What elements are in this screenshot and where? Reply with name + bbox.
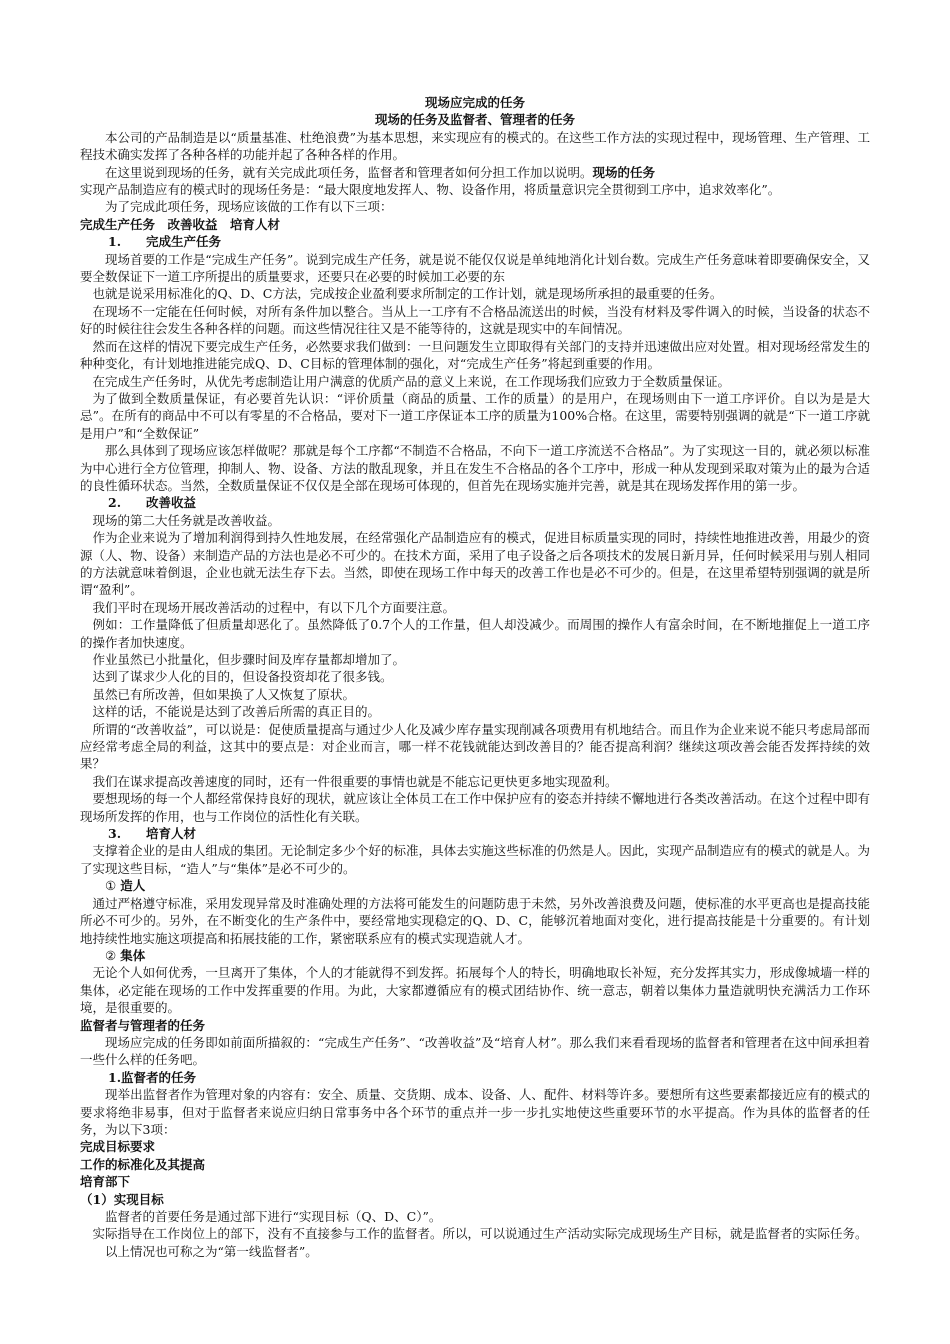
doc-title: 现场应完成的任务 (424, 95, 525, 110)
paragraph: 实际指导在工作岗位上的部下，没有不直接参与工作的监督者。所以，可以说通过生产活动实际完成现场生产目标，就是监督者的实际任务。 (92, 1226, 868, 1242)
paragraph: 无论个人如何优秀，一旦离开了集体，个人的才能就得不到发挥。拓展每个人的特长，明确地取长补短，充分发挥其实力，形成像城墙一样的集体，必定能在现场的工作中发挥重要的作用。为此，大家都遵循应有的模式团结协作、统一意志，朝着以集体力量造就明快充满活力工作环境，是很重要的。 (80, 965, 870, 1016)
section-heading-inline: 现场的任务 (592, 164, 656, 180)
paragraph: 这样的话，不能说是达到了改善后所需的真正目的。 (92, 704, 381, 720)
subheading-zaoren: ① 造人 (105, 878, 146, 894)
paragraph: 实现产品制造应有的模式时的现场任务是：“最大限度地发挥人、物、设备作用，将质量意识完全贯彻到工序中，追求效率化”。 (80, 182, 781, 198)
paragraph: 虽然已有所改善，但如果换了人又恢复了原状。 (92, 686, 356, 702)
paragraph: 在完成生产任务时，从优先考虑制造让用户满意的优质产品的意义上来说，在工作现场我们应致力于全数质量保证。 (92, 373, 731, 389)
paragraph: 也就是说采用标准化的Q、D、C方法，完成按企业盈利要求所制定的工作计划，就是现场所承担的最重要的任务。 (92, 286, 723, 302)
paragraph: 在现场不一定能在任何时候，对所有条件加以整合。当从上一工序有不合格品流送出的时候，当没有材料及零件调入的时候，当设备的状态不好的时候往往会发生各种各样的问题。而这些情况往往又是不能等待的，这就是现实中的车间情况。 (80, 303, 870, 337)
paragraph: 现场首要的工作是“完成生产任务”。说到完成生产任务，就是说不能仅仅说是单纯地消化计划台数。完成生产任务意味着即要确保安全，又要全数保证下一道工序所提出的质量要求，还要只在必要的时候加工必要的东 (80, 251, 870, 285)
paragraph: 监督者的首要任务是通过部下进行“实现目标（Q、D、C）”。 (105, 1209, 442, 1224)
list-item: 完成目标要求 (80, 1139, 156, 1155)
paragraph: 现场的第二大任务就是改善收益。 (92, 512, 281, 528)
paragraph: 我们在谋求提高改善速度的同时，还有一件很重要的事情也就是不能忘记更快更多地实现盈利。 (92, 773, 618, 789)
paragraph: 现举出监督者作为管理对象的内容有：安全、质量、交货期、成本、设备、人、配件、材料等许多。要想所有这些要素都接近应有的模式的要求将绝非易事，但对于监督者来说应归纳日常事务中各个环节的重点并一步一步扎实地使这些重要环节的水平提高。作为具体的监督者的任务，为以下3项： (80, 1087, 870, 1137)
paragraph: 达到了谋求少人化的目的，但设备投资却花了很多钱。 (92, 669, 393, 685)
section-heading-3: 3. 培育人材 (108, 826, 197, 842)
section-heading-supervisor-manager: 监督者与管理者的任务 (80, 1017, 206, 1033)
paragraph: 要想现场的每一个人都经常保持良好的现状，就应该让全体员工在工作中保护应有的姿态并持续不懈地进行各类改善活动。在这个过程中即有现场所发挥的作用，也与工作岗位的活性化有关联。 (80, 791, 870, 824)
section-heading-1: 1. 完成生产任务 (108, 234, 222, 250)
paragraph: 现场应完成的任务即如前面所描叙的：“完成生产任务”、“改善收益”及“培育人材”。那么我们来看看现场的监督者和管理者在这中间承担着一些什么样的任务吧。 (80, 1034, 870, 1068)
paragraph: 为了完成此项任务，现场应该做的工作有以下三项： (105, 199, 393, 215)
paragraph: 通过严格遵守标准，采用发现异常及时准确处理的方法将可能发生的问题防患于未然，另外改善浪费及问题，使标准的水平更高也是提高技能所必不可少的。另外，在不断变化的生产条件中，要经常地实现稳定的Q、D、C，能够沉着地面对变化，进行提高技能是十分重要的。有计划地持续性地实施这项提高和拓展技能的工作，紧密联系应有的模式实现造就人才。 (80, 895, 870, 946)
document-page (80, 94, 870, 1260)
paragraph: 例如：工作量降低了但质量却恶化了。虽然降低了0.7个人的工作量，但人却没减少。而周围的操作人有富余时间，在不断地摧促上一道工序的操作者加快速度。 (80, 617, 870, 650)
paragraph: 所谓的“改善收益”，可以说是：促使质量提高与通过少人化及减少库存量实现削减各项费用有机地结合。而且作为企业来说不能只考虑局部而应经常考虑全局的利益，这其中的要点是：对企业而言，哪一样不花钱就能达到改善目的？能否提高利润？继续这项改善会能否发挥持续的效果？ (80, 721, 870, 772)
section-heading-2: 2. 改善收益 (108, 495, 197, 511)
paragraph: 本公司的产品制造是以“质量基准、杜绝浪费”为基本思想，来实现应有的模式的。在这些工作方法的实现过程中，现场管理、生产管理、工程技术确实发挥了各种各样的功能并起了各种各样的作用。 (80, 129, 870, 163)
three-tasks-line: 完成生产任务 改善收益 培育人材 (80, 216, 281, 232)
paragraph: 在这里说到现场的任务，就有关完成此项任务，监督者和管理者如何分担工作加以说明。现场的任务 (105, 164, 656, 180)
paragraph: 以上情况也可称之为“第一线监督者”。 (105, 1243, 318, 1259)
paragraph: 支撑着企业的是由人组成的集团。无论制定多少个好的标准，具体去实施这些标准的仍然是人。因此，实现产品制造应有的模式的就是人。为了实现这些目标，“造人”与“集体”是必不可少的。 (80, 843, 870, 876)
subheading-jiti: ② 集体 (105, 947, 146, 963)
list-item: 工作的标准化及其提高 (80, 1156, 206, 1172)
subheading-goal: （1）实现目标 (80, 1191, 164, 1207)
paragraph: 为了做到全数质量保证，有必要首先认识：“评价质量（商品的质量、工作的质量）的是用户，在现场则由下一道工序评价。自以为是是大忌”。在所有的商品中不可以有零星的不合格品，要对下一道工序保证本工序的质量为100%合格。在这里，需要特别强调的就是“下一道工序就是用户”和“全数保证” (80, 390, 870, 441)
paragraph: 作为企业来说为了增加利润得到持久性地发展，在经常强化产品制造应有的模式，促进目标质量实现的同时，持续性地推进改善，用最少的资源（人、物、设备）来制造产品的方法也是必不可少的。在技术方面，采用了电子设备之后各项技术的发展日新月异，任何时候采用与别人相同的方法就意味着倒退，企业也就无法生存下去。当然，即使在现场工作中每天的改善工作也是必不可少的。但是，在这里希望特别强调的就是所谓“盈利”。 (80, 530, 870, 598)
doc-subtitle: 现场的任务及监督者、管理者的任务 (374, 112, 575, 128)
list-item: 培育部下 (80, 1174, 131, 1190)
paragraph: 那么具体到了现场应该怎样做呢？那就是每个工序都“不制造不合格品，不向下一道工序流送不合格品”。为了实现这一目的，就必须以标准为中心进行全方位管理，抑制人、物、设备、方法的散乱现象，并且在发生不合格品的各个工序中，形成一种从发现到采取对策为止的最为合适的良性循环状态。当然，全数质量保证不仅仅是全部在现场可体现的，但首先在现场实施并完善，就是其在现场发挥作用的第一步。 (80, 443, 870, 493)
paragraph: 作业虽然已小批量化，但步骤时间及库存量都却增加了。 (92, 652, 406, 667)
paragraph: 我们平时在现场开展改善活动的过程中，有以下几个方面要注意。 (92, 599, 456, 615)
paragraph: 然而在这样的情况下要完成生产任务，必然要求我们做到：一旦问题发生立即取得有关部门的支持并迅速做出应对处置。相对现场经常发生的种种变化，有计划地推进能完成Q、D、C目标的管理体制的强化，对“完成生产任务”将起到重要的作用。 (80, 338, 870, 372)
section-heading-supervisor: 1.监督者的任务 (108, 1069, 197, 1085)
